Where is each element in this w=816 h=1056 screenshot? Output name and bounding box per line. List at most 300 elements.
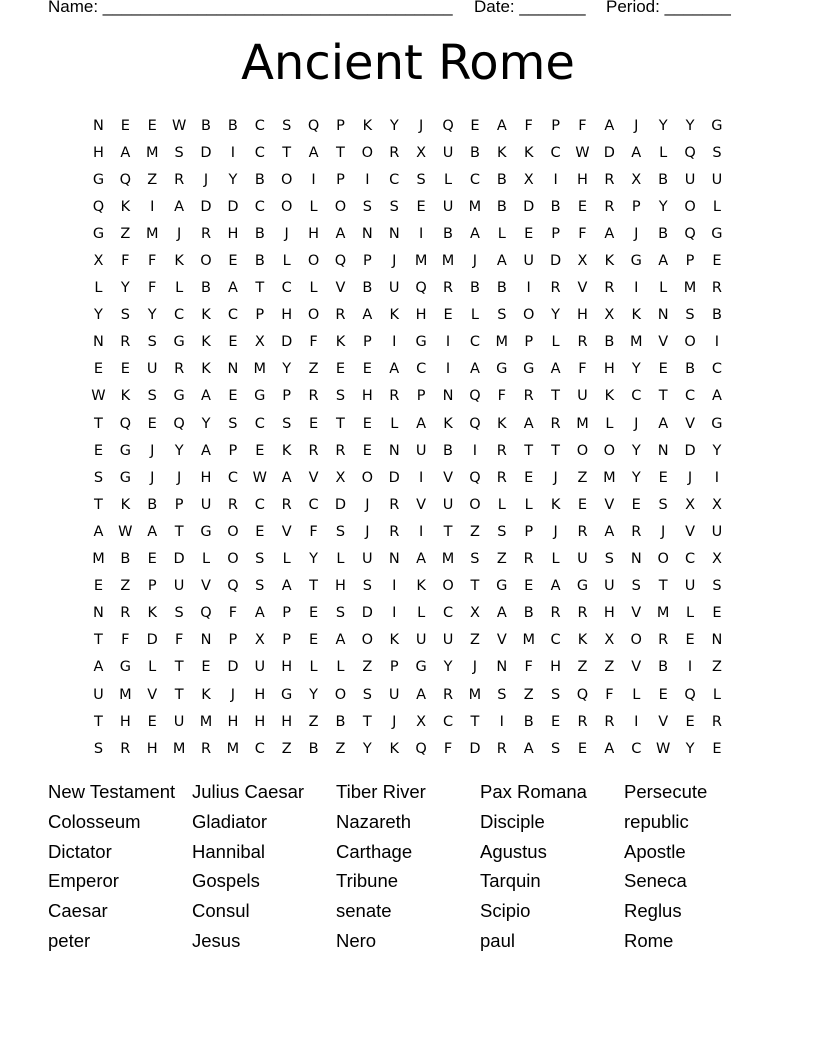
grid-letter[interactable]: Q xyxy=(684,225,696,242)
grid-letter[interactable]: T xyxy=(174,686,184,703)
grid-letter[interactable]: F xyxy=(578,117,587,134)
grid-letter[interactable]: S xyxy=(550,686,561,703)
grid-letter[interactable]: B xyxy=(254,171,265,188)
grid-letter[interactable]: K xyxy=(416,578,426,595)
grid-letter[interactable]: N xyxy=(93,117,104,134)
grid-letter[interactable]: L xyxy=(497,496,506,513)
grid-letter[interactable]: H xyxy=(603,605,615,622)
grid-letter[interactable]: G xyxy=(496,361,508,378)
grid-letter[interactable]: C xyxy=(631,388,642,405)
grid-letter[interactable]: U xyxy=(200,496,212,513)
grid-letter[interactable]: T xyxy=(524,442,534,459)
grid-letter[interactable]: S xyxy=(362,686,372,703)
grid-letter[interactable]: Z xyxy=(469,523,480,540)
grid-letter[interactable]: Y xyxy=(631,442,641,459)
grid-letter[interactable]: H xyxy=(92,144,104,161)
grid-letter[interactable]: E xyxy=(416,198,426,215)
grid-letter[interactable]: E xyxy=(255,523,265,540)
grid-letter[interactable]: Q xyxy=(227,578,239,595)
grid-letter[interactable]: R xyxy=(120,334,131,351)
grid-letter[interactable]: V xyxy=(416,496,427,513)
grid-letter[interactable]: N xyxy=(657,307,669,324)
grid-letter[interactable]: P xyxy=(282,388,292,405)
grid-letter[interactable]: Z xyxy=(281,740,292,757)
grid-letter[interactable]: I xyxy=(499,713,504,730)
grid-letter[interactable]: F xyxy=(497,388,506,405)
grid-letter[interactable]: S xyxy=(658,496,668,513)
grid-letter[interactable]: P xyxy=(174,496,184,513)
grid-letter[interactable]: X xyxy=(685,496,695,513)
grid-letter[interactable]: A xyxy=(281,469,292,486)
grid-letter[interactable]: P xyxy=(336,117,345,134)
grid-letter[interactable]: Y xyxy=(147,307,157,324)
grid-letter[interactable]: F xyxy=(148,253,157,270)
grid-letter[interactable]: P xyxy=(282,605,292,622)
grid-letter[interactable]: C xyxy=(254,740,265,757)
grid-letter[interactable]: R xyxy=(442,280,454,297)
grid-letter[interactable]: Z xyxy=(308,361,319,378)
grid-letter[interactable]: L xyxy=(309,659,318,676)
grid-letter[interactable]: Q xyxy=(684,686,696,703)
grid-letter[interactable]: T xyxy=(94,496,103,513)
grid-letter[interactable]: L xyxy=(712,686,721,703)
grid-letter[interactable]: Y xyxy=(309,551,318,568)
grid-letter[interactable]: R xyxy=(120,605,131,622)
grid-letter[interactable]: W xyxy=(171,117,187,134)
grid-letter[interactable]: M xyxy=(522,632,535,649)
grid-letter[interactable]: R xyxy=(550,605,561,622)
grid-letter[interactable]: Y xyxy=(551,307,561,324)
grid-letter[interactable]: A xyxy=(93,523,104,540)
grid-letter[interactable]: J xyxy=(150,469,155,486)
grid-letter[interactable]: B xyxy=(658,225,669,242)
grid-letter[interactable]: S xyxy=(416,171,426,188)
grid-letter[interactable]: K xyxy=(120,198,131,215)
grid-letter[interactable]: U xyxy=(388,686,400,703)
grid-letter[interactable]: L xyxy=(309,280,318,297)
grid-letter[interactable]: L xyxy=(417,605,426,622)
grid-letter[interactable]: H xyxy=(146,740,158,757)
grid-letter[interactable]: M xyxy=(92,551,105,568)
grid-letter[interactable]: W xyxy=(91,388,106,405)
grid-letter[interactable]: P xyxy=(551,225,560,242)
grid-letter[interactable]: V xyxy=(201,578,211,595)
grid-letter[interactable]: M xyxy=(172,740,186,757)
grid-letter[interactable]: F xyxy=(524,117,533,134)
grid-letter[interactable]: F xyxy=(605,686,614,703)
grid-letter[interactable]: J xyxy=(284,225,289,242)
grid-letter[interactable]: G xyxy=(92,225,105,242)
grid-letter[interactable]: Q xyxy=(469,469,481,486)
grid-letter[interactable]: H xyxy=(281,713,293,730)
grid-letter[interactable]: E xyxy=(93,442,104,459)
grid-letter[interactable]: Y xyxy=(631,361,641,378)
grid-letter[interactable]: Q xyxy=(469,388,481,405)
grid-letter[interactable]: R xyxy=(227,496,238,513)
grid-letter[interactable]: H xyxy=(227,713,239,730)
grid-letter[interactable]: X xyxy=(523,171,534,188)
grid-letter[interactable]: M xyxy=(145,225,159,242)
grid-letter[interactable]: E xyxy=(308,605,319,622)
grid-letter[interactable]: N xyxy=(361,225,373,242)
grid-letter[interactable]: T xyxy=(174,659,184,676)
grid-letter[interactable]: R xyxy=(604,280,615,297)
grid-letter[interactable]: S xyxy=(362,198,372,215)
grid-letter[interactable]: I xyxy=(365,171,370,188)
grid-letter[interactable]: Z xyxy=(523,686,534,703)
grid-letter[interactable]: B xyxy=(120,551,131,568)
grid-letter[interactable]: A xyxy=(469,361,480,378)
grid-letter[interactable]: D xyxy=(227,198,239,215)
grid-letter[interactable]: O xyxy=(522,307,535,324)
grid-letter[interactable]: E xyxy=(147,551,157,568)
grid-letter[interactable]: L xyxy=(712,198,721,215)
grid-letter[interactable]: O xyxy=(307,253,320,270)
grid-letter[interactable]: E xyxy=(362,442,372,459)
grid-letter[interactable]: E xyxy=(228,388,238,405)
grid-letter[interactable]: E xyxy=(255,442,265,459)
grid-letter[interactable]: O xyxy=(684,334,696,351)
grid-letter[interactable]: R xyxy=(550,415,561,432)
grid-letter[interactable]: J xyxy=(230,686,236,703)
grid-letter[interactable]: U xyxy=(146,361,158,378)
grid-letter[interactable]: A xyxy=(658,415,669,432)
grid-letter[interactable]: V xyxy=(577,280,588,297)
grid-letter[interactable]: L xyxy=(470,307,479,324)
grid-letter[interactable]: A xyxy=(604,225,615,242)
grid-letter[interactable]: A xyxy=(604,523,615,540)
grid-letter[interactable]: B xyxy=(658,659,669,676)
grid-letter[interactable]: E xyxy=(658,686,668,703)
grid-letter[interactable]: B xyxy=(443,225,453,242)
grid-letter[interactable]: E xyxy=(577,496,588,513)
grid-letter[interactable]: A xyxy=(416,415,427,432)
grid-letter[interactable]: Y xyxy=(685,117,695,134)
grid-letter[interactable]: K xyxy=(550,496,561,513)
grid-letter[interactable]: U xyxy=(523,253,534,270)
grid-letter[interactable]: K xyxy=(604,388,615,405)
grid-letter[interactable]: J xyxy=(472,659,478,676)
grid-letter[interactable]: H xyxy=(603,361,615,378)
grid-letter[interactable]: U xyxy=(711,171,723,188)
grid-letter[interactable]: Z xyxy=(120,225,131,242)
grid-letter[interactable]: S xyxy=(120,307,130,324)
grid-letter[interactable]: C xyxy=(550,144,561,161)
grid-letter[interactable]: R xyxy=(335,442,346,459)
grid-letter[interactable]: Y xyxy=(309,686,318,703)
grid-letter[interactable]: S xyxy=(282,415,292,432)
grid-letter[interactable]: V xyxy=(658,713,669,730)
grid-letter[interactable]: U xyxy=(254,659,266,676)
grid-letter[interactable]: S xyxy=(497,523,507,540)
grid-letter[interactable]: C xyxy=(254,415,265,432)
grid-letter[interactable]: E xyxy=(308,632,319,649)
grid-letter[interactable]: Q xyxy=(200,605,212,622)
grid-letter[interactable]: K xyxy=(120,388,131,405)
grid-letter[interactable]: U xyxy=(173,713,185,730)
grid-letter[interactable]: P xyxy=(282,632,292,649)
grid-letter[interactable]: I xyxy=(472,442,478,459)
grid-letter[interactable]: N xyxy=(93,605,104,622)
grid-letter[interactable]: K xyxy=(120,496,131,513)
grid-letter[interactable]: C xyxy=(227,469,238,486)
grid-letter[interactable]: J xyxy=(661,523,666,540)
grid-letter[interactable]: U xyxy=(442,198,454,215)
grid-letter[interactable]: U xyxy=(442,496,454,513)
grid-letter[interactable]: L xyxy=(497,225,506,242)
grid-letter[interactable]: J xyxy=(553,469,558,486)
grid-letter[interactable]: A xyxy=(658,253,669,270)
grid-letter[interactable]: O xyxy=(442,578,454,595)
grid-letter[interactable]: X xyxy=(254,334,265,351)
grid-letter[interactable]: U xyxy=(604,578,615,595)
grid-letter[interactable]: B xyxy=(254,253,265,270)
grid-letter[interactable]: D xyxy=(469,740,481,757)
grid-letter[interactable]: A xyxy=(469,225,480,242)
grid-letter[interactable]: Q xyxy=(92,198,105,215)
grid-letter[interactable]: E xyxy=(524,578,534,595)
grid-letter[interactable]: Z xyxy=(335,740,346,757)
grid-letter[interactable]: C xyxy=(711,361,722,378)
grid-letter[interactable]: B xyxy=(254,225,265,242)
grid-letter[interactable]: P xyxy=(228,442,238,459)
grid-letter[interactable]: S xyxy=(497,686,507,703)
grid-letter[interactable]: B xyxy=(711,307,722,324)
grid-letter[interactable]: S xyxy=(93,740,104,757)
grid-letter[interactable]: U xyxy=(173,578,185,595)
grid-letter[interactable]: Z xyxy=(469,632,480,649)
grid-letter[interactable]: R xyxy=(523,551,534,568)
grid-letter[interactable]: A xyxy=(93,659,104,676)
grid-letter[interactable]: S xyxy=(470,551,480,568)
grid-letter[interactable]: E xyxy=(335,361,346,378)
grid-letter[interactable]: O xyxy=(469,496,481,513)
grid-letter[interactable]: Q xyxy=(307,117,320,134)
grid-letter[interactable]: M xyxy=(253,361,267,378)
grid-letter[interactable]: A xyxy=(120,144,131,161)
grid-letter[interactable]: R xyxy=(200,225,212,242)
grid-letter[interactable]: R xyxy=(577,605,588,622)
grid-letter[interactable]: X xyxy=(416,713,427,730)
grid-letter[interactable]: R xyxy=(200,740,212,757)
grid-letter[interactable]: L xyxy=(201,551,211,568)
grid-letter[interactable]: L xyxy=(443,171,453,188)
grid-letter[interactable]: B xyxy=(201,117,211,134)
grid-letter[interactable]: K xyxy=(604,253,615,270)
grid-letter[interactable]: M xyxy=(468,686,482,703)
grid-letter[interactable]: W xyxy=(575,144,590,161)
grid-letter[interactable]: T xyxy=(174,523,184,540)
grid-letter[interactable]: H xyxy=(577,307,588,324)
grid-letter[interactable]: R xyxy=(711,713,722,730)
grid-letter[interactable]: O xyxy=(361,632,374,649)
grid-letter[interactable]: K xyxy=(577,632,588,649)
grid-letter[interactable]: G xyxy=(630,253,642,270)
grid-letter[interactable]: S xyxy=(174,144,184,161)
grid-letter[interactable]: Z xyxy=(604,659,615,676)
grid-letter[interactable]: V xyxy=(631,659,642,676)
grid-letter[interactable]: Z xyxy=(577,659,588,676)
grid-letter[interactable]: J xyxy=(634,117,639,134)
grid-letter[interactable]: R xyxy=(604,198,615,215)
grid-letter[interactable]: A xyxy=(227,280,238,297)
grid-letter[interactable]: Q xyxy=(415,740,427,757)
grid-letter[interactable]: R xyxy=(711,280,722,297)
grid-letter[interactable]: Q xyxy=(119,415,132,432)
grid-letter[interactable]: M xyxy=(630,334,643,351)
grid-letter[interactable]: O xyxy=(280,198,293,215)
grid-letter[interactable]: P xyxy=(416,388,426,405)
grid-letter[interactable]: K xyxy=(389,632,399,649)
grid-letter[interactable]: L xyxy=(659,280,668,297)
grid-letter[interactable]: O xyxy=(361,144,374,161)
grid-letter[interactable]: B xyxy=(362,280,373,297)
grid-letter[interactable]: D xyxy=(173,551,185,568)
grid-letter[interactable]: G xyxy=(415,334,427,351)
grid-letter[interactable]: R xyxy=(658,632,669,649)
grid-letter[interactable]: L xyxy=(175,280,184,297)
grid-letter[interactable]: R xyxy=(523,388,534,405)
grid-letter[interactable]: G xyxy=(711,225,723,242)
grid-letter[interactable]: B xyxy=(227,117,238,134)
grid-letter[interactable]: A xyxy=(308,144,319,161)
grid-letter[interactable]: T xyxy=(282,144,292,161)
grid-letter[interactable]: A xyxy=(147,523,158,540)
grid-letter[interactable]: I xyxy=(526,280,531,297)
grid-letter[interactable]: C xyxy=(254,496,265,513)
grid-letter[interactable]: E xyxy=(93,578,104,595)
grid-letter[interactable]: J xyxy=(365,523,370,540)
grid-letter[interactable]: A xyxy=(604,740,615,757)
grid-letter[interactable]: I xyxy=(714,334,720,351)
grid-letter[interactable]: M xyxy=(441,551,455,568)
grid-letter[interactable]: Y xyxy=(282,361,292,378)
grid-letter[interactable]: D xyxy=(334,496,347,513)
grid-letter[interactable]: R xyxy=(604,713,615,730)
grid-letter[interactable]: C xyxy=(442,713,454,730)
grid-letter[interactable]: X xyxy=(711,496,722,513)
grid-letter[interactable]: Q xyxy=(334,253,347,270)
grid-letter[interactable]: E xyxy=(658,469,668,486)
grid-letter[interactable]: P xyxy=(685,253,695,270)
grid-letter[interactable]: I xyxy=(392,334,397,351)
grid-letter[interactable]: K xyxy=(631,307,642,324)
grid-letter[interactable]: R xyxy=(604,171,615,188)
grid-letter[interactable]: R xyxy=(631,523,642,540)
grid-letter[interactable]: D xyxy=(523,198,535,215)
grid-letter[interactable]: A xyxy=(389,361,400,378)
grid-letter[interactable]: C xyxy=(254,198,265,215)
grid-letter[interactable]: T xyxy=(658,578,668,595)
grid-letter[interactable]: V xyxy=(685,415,695,432)
grid-letter[interactable]: F xyxy=(121,253,130,270)
grid-letter[interactable]: M xyxy=(576,415,589,432)
grid-letter[interactable]: B xyxy=(147,496,158,513)
grid-letter[interactable]: E xyxy=(551,713,561,730)
grid-letter[interactable]: C xyxy=(631,740,642,757)
grid-letter[interactable]: S xyxy=(147,334,157,351)
grid-letter[interactable]: J xyxy=(392,253,397,270)
grid-letter[interactable]: P xyxy=(362,253,372,270)
grid-letter[interactable]: V xyxy=(308,469,319,486)
grid-letter[interactable]: E xyxy=(147,713,157,730)
grid-letter[interactable]: N xyxy=(388,551,400,568)
grid-letter[interactable]: E xyxy=(524,469,534,486)
grid-letter[interactable]: L xyxy=(282,551,291,568)
grid-letter[interactable]: G xyxy=(711,117,723,134)
grid-letter[interactable]: Y xyxy=(443,659,453,676)
grid-letter[interactable]: I xyxy=(418,469,424,486)
grid-letter[interactable]: R xyxy=(550,280,561,297)
grid-letter[interactable]: L xyxy=(551,551,560,568)
grid-letter[interactable]: V xyxy=(147,686,158,703)
grid-letter[interactable]: Z xyxy=(120,578,131,595)
grid-letter[interactable]: J xyxy=(418,117,424,134)
grid-letter[interactable]: P xyxy=(362,334,372,351)
grid-letter[interactable]: K xyxy=(335,334,346,351)
grid-letter[interactable]: I xyxy=(418,225,424,242)
grid-letter[interactable]: C xyxy=(684,551,696,568)
grid-letter[interactable]: U xyxy=(577,551,588,568)
grid-letter[interactable]: B xyxy=(604,334,615,351)
grid-letter[interactable]: I xyxy=(392,605,397,622)
grid-letter[interactable]: K xyxy=(201,686,211,703)
grid-letter[interactable]: M xyxy=(226,740,240,757)
grid-letter[interactable]: B xyxy=(685,361,696,378)
grid-letter[interactable]: H xyxy=(361,388,373,405)
grid-letter[interactable]: I xyxy=(445,361,451,378)
grid-letter[interactable]: U xyxy=(415,632,427,649)
grid-letter[interactable]: H xyxy=(254,713,266,730)
grid-letter[interactable]: Q xyxy=(576,686,589,703)
grid-letter[interactable]: F xyxy=(148,280,157,297)
grid-letter[interactable]: J xyxy=(176,225,182,242)
grid-letter[interactable]: O xyxy=(200,253,212,270)
grid-letter[interactable]: I xyxy=(418,523,424,540)
grid-letter[interactable]: W xyxy=(118,523,133,540)
grid-letter[interactable]: C xyxy=(254,144,265,161)
grid-letter[interactable]: O xyxy=(630,632,642,649)
grid-letter[interactable]: R xyxy=(496,469,507,486)
grid-letter[interactable]: S xyxy=(389,198,399,215)
grid-letter[interactable]: O xyxy=(603,442,616,459)
grid-letter[interactable]: J xyxy=(634,415,639,432)
grid-letter[interactable]: I xyxy=(230,144,236,161)
grid-letter[interactable]: B xyxy=(469,280,480,297)
grid-letter[interactable]: C xyxy=(684,388,696,405)
grid-letter[interactable]: H xyxy=(281,307,293,324)
grid-letter[interactable]: H xyxy=(254,686,266,703)
grid-letter[interactable]: E xyxy=(93,361,104,378)
grid-letter[interactable]: C xyxy=(442,605,454,622)
grid-letter[interactable]: Y xyxy=(228,171,238,188)
grid-letter[interactable]: U xyxy=(577,388,588,405)
grid-letter[interactable]: M xyxy=(414,253,428,270)
grid-letter[interactable]: T xyxy=(336,415,345,432)
grid-letter[interactable]: X xyxy=(631,171,642,188)
grid-letter[interactable]: M xyxy=(441,253,455,270)
grid-letter[interactable]: I xyxy=(687,659,693,676)
grid-letter[interactable]: M xyxy=(683,280,697,297)
grid-letter[interactable]: U xyxy=(415,442,427,459)
grid-letter[interactable]: E xyxy=(362,361,372,378)
grid-letter[interactable]: V xyxy=(604,496,615,513)
grid-letter[interactable]: F xyxy=(443,740,453,757)
grid-letter[interactable]: S xyxy=(282,117,292,134)
grid-letter[interactable]: S xyxy=(712,144,722,161)
grid-letter[interactable]: O xyxy=(227,551,239,568)
grid-letter[interactable]: G xyxy=(576,578,589,595)
